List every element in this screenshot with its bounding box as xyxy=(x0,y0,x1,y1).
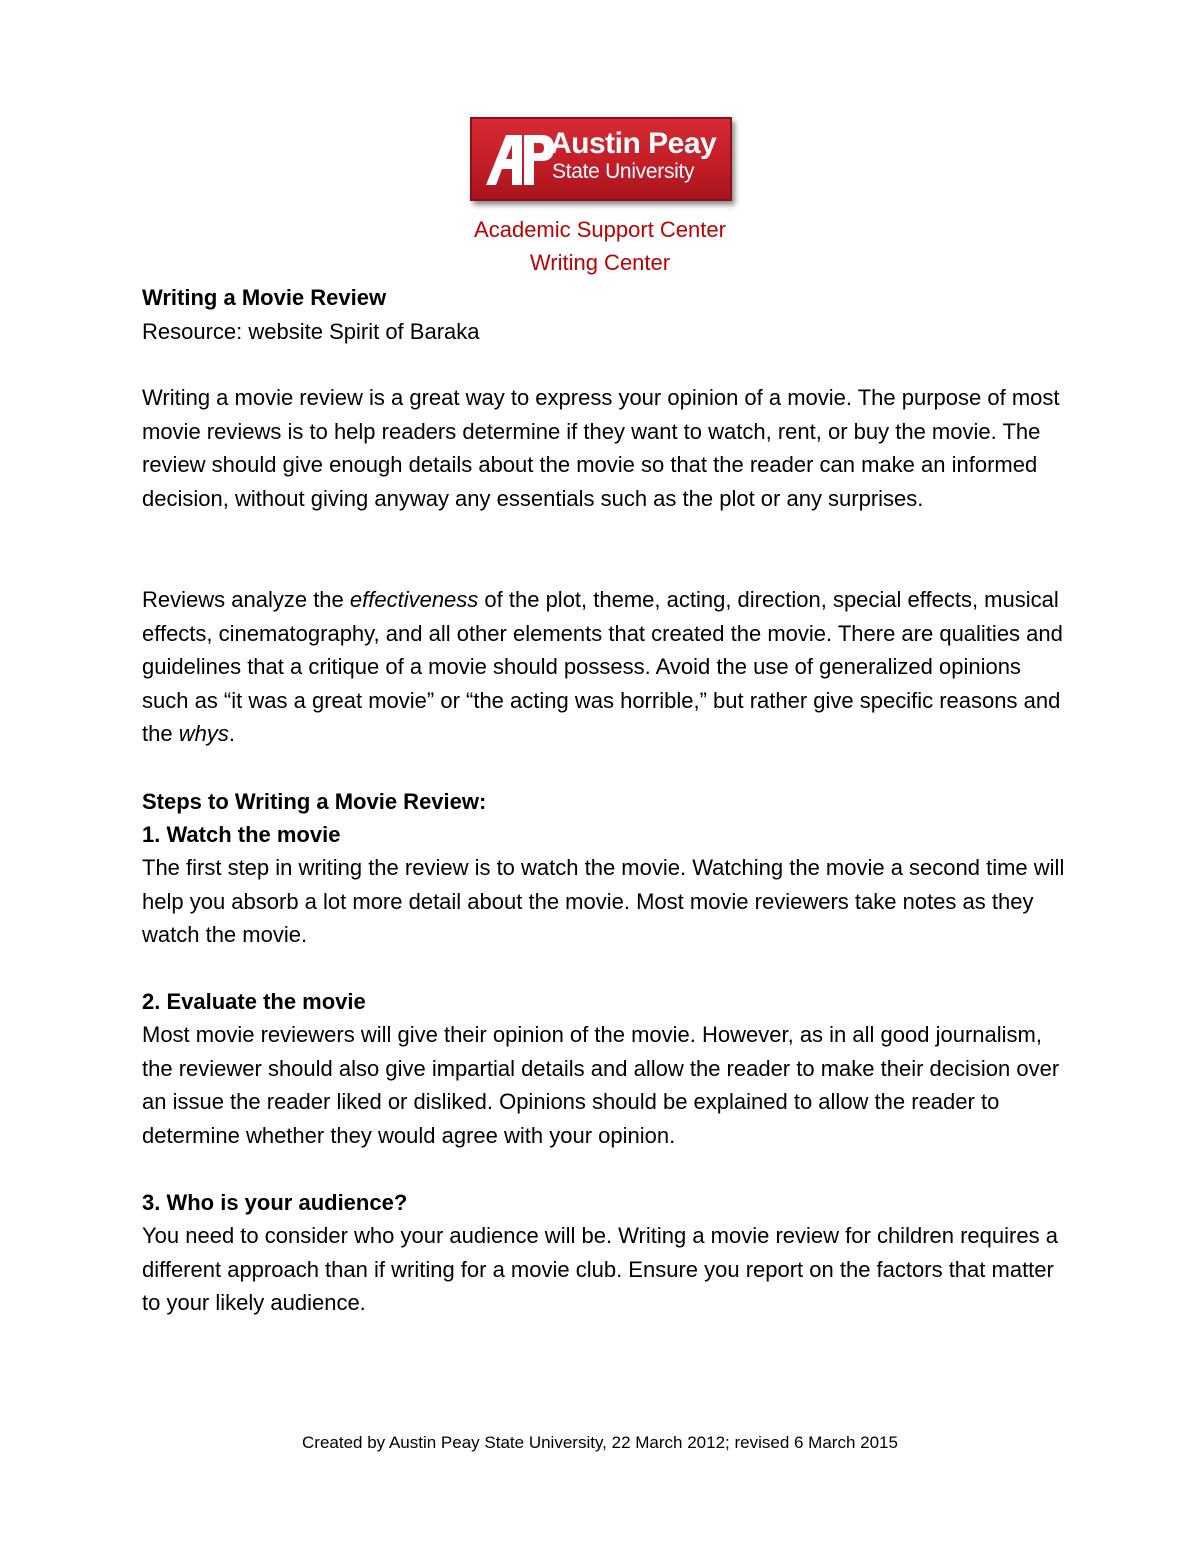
center-heading-2: Writing Center xyxy=(529,250,671,275)
p2-emphasis-effectiveness: effectiveness xyxy=(349,587,479,612)
step-2-text: Most movie reviewers will give their opinion of the movie. However, as in all good journalism, the reviewer should also give impartial details and allow the reader to make their decision over an issue the reader liked or disliked. Opinions should be explained to allow the reader to determine whether they would agree with your opinion. xyxy=(142,1022,1060,1148)
resource-line: Resource: website Spirit of Baraka xyxy=(142,319,480,344)
p2-emphasis-whys: whys xyxy=(178,721,229,746)
step-1-text: The first step in writing the review is to watch the movie. Watching the movie a second time will help you absorb a lot more detail about the movie. Most movie reviewers take notes as they watch the movie. xyxy=(142,855,1065,947)
p2-before: Reviews analyze the xyxy=(142,587,350,612)
document-title: Writing a Movie Review xyxy=(142,285,387,310)
intro-paragraph-2 xyxy=(142,583,1072,751)
university-logo xyxy=(470,117,732,201)
p2-middle: of the plot, theme, acting, direction, special effects, musical effects, cinematography, and all other elements that created the movie. There are qualities and guidelines that a critique of a movie should possess. Avoid the use of generalized opinions such as “it was a great movie” or “the acting was horrible,” but rather give specific reasons and the xyxy=(142,587,1063,746)
step-3-heading: 3. Who is your audience? xyxy=(142,1190,408,1215)
step-1-heading: 1. Watch the movie xyxy=(142,822,341,847)
page-footer: Created by Austin Peay State University, 22 March 2012; revised 6 March 2015 xyxy=(302,1433,898,1452)
step-3-text: You need to consider who your audience will be. Writing a movie review for children requires a different approach than if writing for a movie club. Ensure you report on the factors that matter to your likely audience. xyxy=(142,1223,1058,1315)
logo-line-1: Austin Peay xyxy=(550,127,717,160)
logo-line-2: State University xyxy=(552,160,695,183)
step-2-heading: 2. Evaluate the movie xyxy=(142,989,366,1014)
steps-heading: Steps to Writing a Movie Review: xyxy=(142,789,487,814)
intro-paragraph-1: Writing a movie review is a great way to express your opinion of a movie. The purpose of most movie reviews is to help readers determine if they want to watch, rent, or buy the movie. The review should give enough details about the movie so that the reader can make an informed decision, without giving anyway any essentials such as the plot or any surprises. xyxy=(142,385,1060,511)
center-heading-1: Academic Support Center xyxy=(474,217,726,242)
p2-end: . xyxy=(228,721,235,746)
